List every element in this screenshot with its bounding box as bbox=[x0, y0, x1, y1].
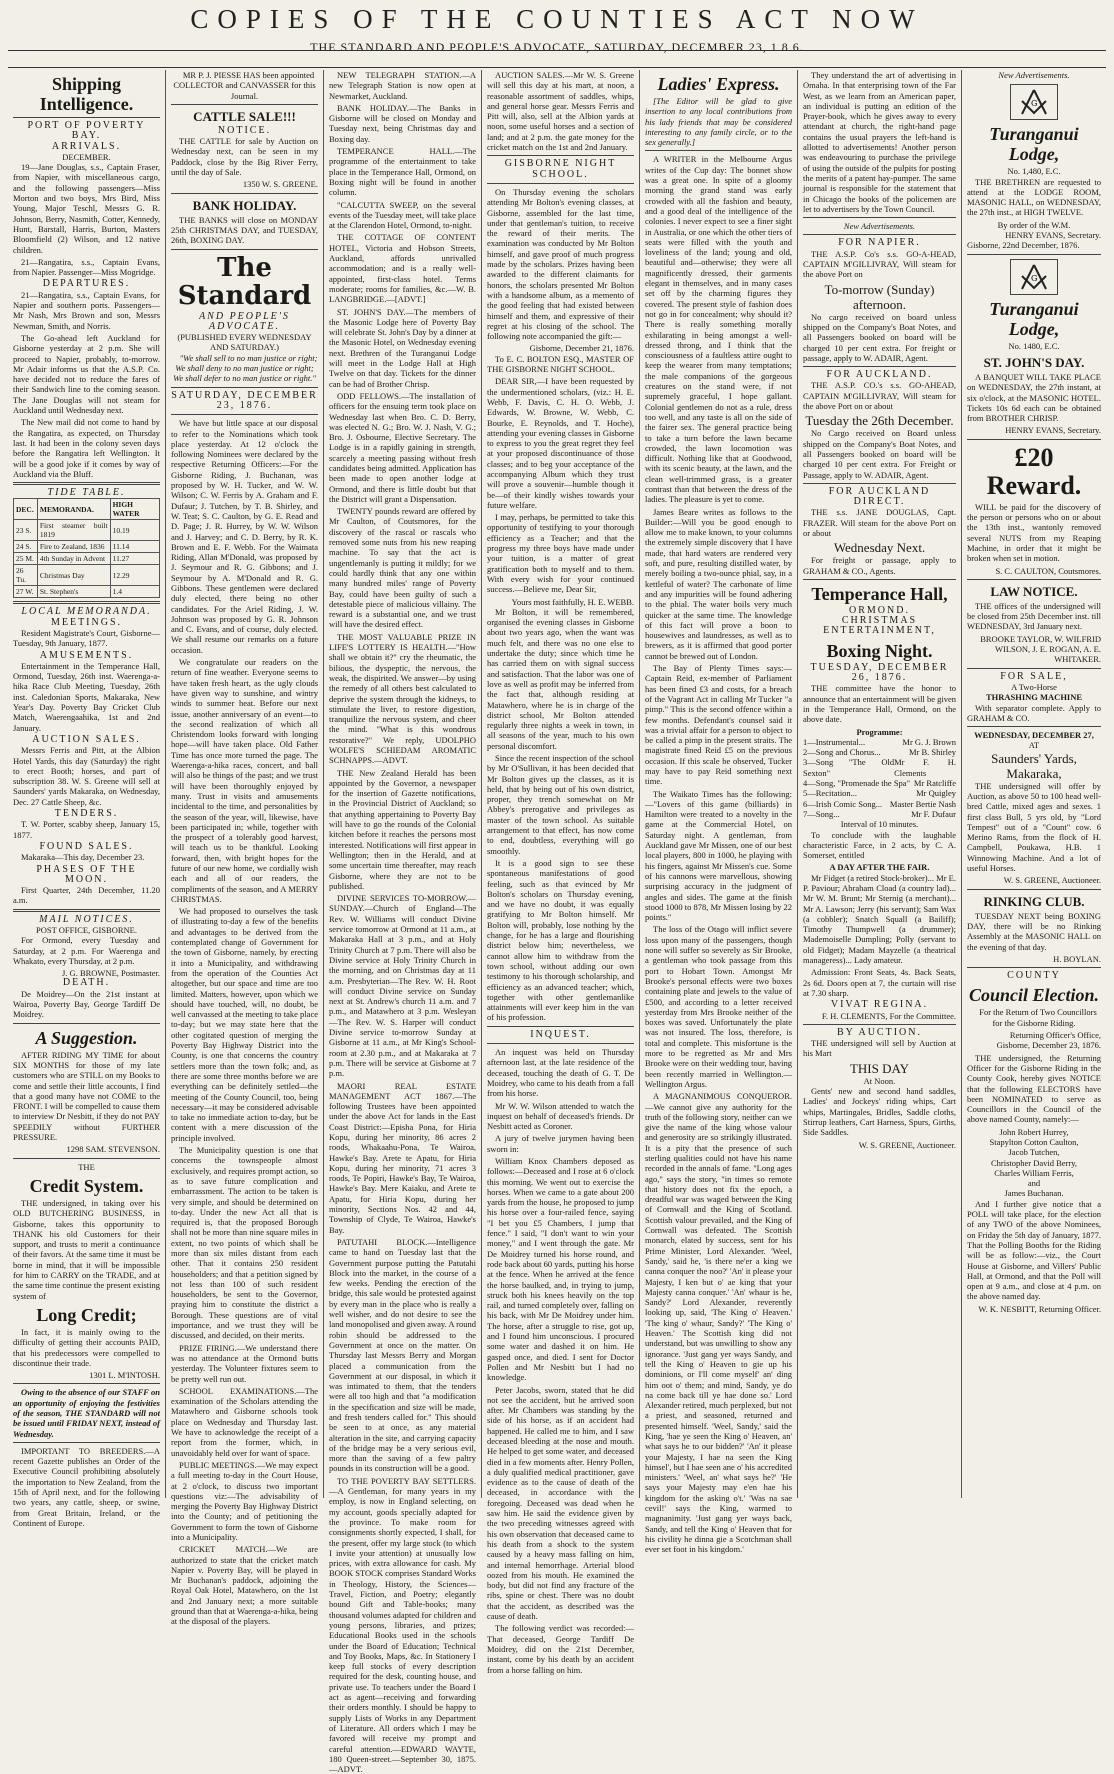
news-item: THE New Zealand Herald has been appointed by the Governor, a newspaper for the insertion of Gazette notifications, in the Provincial District of Auckland; so that anything appertaining to Poverty Bay will have to go the rounds of the Colonial kitchen before it reaches the persons most interested. Notifications will first appear in Wellington; then in the Herald, and at some uncertain time thereafter, may reach Gisborne, where they are not to be published. bbox=[329, 767, 476, 891]
shipping-heading: Shipping Intelligence. bbox=[39, 74, 134, 114]
paper-subtitle: AND PEOPLE'S ADVOCATE. bbox=[199, 310, 290, 332]
tenders-heading: TENDERS. bbox=[54, 808, 119, 820]
council-office: Returning Officer's Office, Gisborne, December 23, 1876. bbox=[996, 1030, 1101, 1051]
council-text-2: THE undersigned, the Returning Officer for the Gisborne Riding in the County Cook, hereby gives NOTICE that the following ELECTORS have been NOMINATED to serve as Councillors in the Council of the above named County, namely:— bbox=[967, 1052, 1101, 1125]
programme-heading: Programme: bbox=[856, 726, 903, 737]
ad-napier-text: THE A.S.P. Co's s.s. GO-A-HEAD, CAPTAIN M'GILLIVRAY, Will steam for the above Port on bbox=[803, 248, 956, 280]
news-item: They understand the art of advertising in Omaha. In that enterprising town of the Far West, as we learn from an American paper, an individual is putting an edition of the Prayer-book, which he gives away to every attendant at church, the right-hand page contains the usual prayers the left-hand is allotted to advertisements! Another person was endeavouring to purchase the privilege of using the outside of the pulpits for posting the merits of a patent hay-pumper. The same journal is responsible for the statement that in Chicago the books of the policemen are let to advertisers by the Town Council. bbox=[803, 70, 956, 214]
lodge-heading-2: Turanganui Lodge, bbox=[989, 298, 1079, 339]
county-heading: COUNTY bbox=[1007, 970, 1061, 982]
column-6 bbox=[798, 70, 962, 1498]
postmaster-sign: J. G. BROWNE, Postmaster. bbox=[62, 968, 160, 979]
thrasher-text: With separator complete. Apply to GRAHAM & CO. bbox=[967, 702, 1101, 723]
paper-motto: "We shall sell to no man justice or right; We shall deny to no man justice or right; We shall defer to no man justice or right." bbox=[173, 352, 318, 384]
found-sales-text: Makaraka—This day, December 23. bbox=[21, 852, 145, 863]
entertainment-date: TUESDAY, DECEMBER 26, 1876. bbox=[810, 661, 949, 684]
letter-text: I may, perhaps, be permitted to take this opportunity of testifying to your thorough efficiency as a Teacher; and that the progress my three boys have made under your tuition, is a matter of great gratification both to myself and to them. With every wish for your continued success.—Believe me, Dear Sir, bbox=[487, 512, 634, 595]
nominee: and bbox=[1027, 1178, 1041, 1189]
news-item: DIVINE SERVICES TO-MORROW.—SUNDAY.—Church of England—The Rev. W. Williams will conduct Divine service tomorrow at Ormond at 11 a.m., at Makaraka Hall at 3 p.m., and at Holy Trinity Church at 7 p.m. There will also be Divine service at Holy Trinity Church in the morning, and on Christmas day at 11 a.m. Presbyterian—The Rev. W. H. Root will conduct Divine service on Sunday next at St. Andrew's church 11 a.m. and 7 p.m., and Matawhero at 3 p.m. Wesleyan—The Rev. W. S. Harper will conduct Divine service to-morrow Sunday at Gisborne at 11 a.m., at Mr King's School-room at 2.30 p.m., and at Makaraka at 7 p.m. There will be service at Gisborne at 7 p.m. bbox=[329, 893, 476, 1079]
nominee: Christopher David Berry, bbox=[990, 1157, 1078, 1168]
reward-sign: S. C. CAULTON, Coutsmores. bbox=[995, 565, 1101, 576]
lodge-number: No. 1,480, E.C. bbox=[1007, 166, 1061, 177]
column-4 bbox=[482, 70, 640, 1675]
ladies-item: The Bay of Plenty Times says:—Captain Reid, ex-member of Parliament has been fined £3 and costs, for a breach of the Vagrant Act in calling Mr Tucker "a pimp." This is the second offence within a few months. Defendant's counsel said it was a trivial affair for a person to object to be called a pimp in the present straits. The magistrate fined Reid £5 on the previous occasion. If this scale be observed, Tucker may have to pay Reid something next time. bbox=[645, 663, 792, 787]
tide-row: 23 S. First steamer built 1819 10.19 bbox=[14, 520, 160, 541]
letter-text: DEAR SIR,—I have been requested by the undermentioned scholars, (viz.: H. E. Webb, F. Davis, C. H. O. Webb, J. Edwards, W. Browne, W. Webb, C. Bourke, E. Reynolds, and T. Hoche), attending your evening classes in Gisborne to express to you the great regret they feel at your proposed discontinuance of those classes; and to beg your acceptance of the accompanying Album which they trust will prove a souvenir—humble though it be—of their kindly wishes towards your future welfare. bbox=[487, 376, 634, 510]
saunders-sign: W. S. GREENE, Auctioneer. bbox=[1003, 875, 1101, 886]
bank-holiday-text: THE BANKS will close on MONDAY 25th CHRISTMAS DAY, and TUESDAY, 26th, BOXING DAY. bbox=[171, 214, 318, 246]
by-auction-items: Gents' new and second hand saddles, Ladies' and Jockeys' riding whips, Cart whips, Martingales, Bridles, Saddle cloths, Stirrup leathers, Cart Harness, Spurs, Girths, Side Saddles. bbox=[803, 1086, 956, 1138]
inquest-text: An inquest was held on Thursday afternoon last, at the late residence of the deceased, touching the death of G. T. De Moidrey, who came to his death from a fall from his horse. bbox=[487, 1047, 634, 1099]
tide-header: DEC. bbox=[14, 499, 38, 520]
programme-item: 1—Instrumental... Mr G. J. Brown bbox=[803, 736, 956, 747]
news-item: AUCTION SALES.—Mr W. S. Greene will sell this day at his mart, at noon, a reasonable assortment of saddles, whips, and general horse gear. Messrs Ferris and Pitt will, also, sell at the Albion yards at noon, some useful horses and a section of land; and at 2 p.m. the gate money for the cricket match on the 1st and 2nd January. bbox=[487, 70, 634, 153]
moon-text: First Quarter, 24th December, 11.20 a.m. bbox=[13, 885, 160, 906]
news-item: TEMPERANCE HALL.—The programme of the entertainment to take place in the Temperance Hall, Ormond, on Boxing night will be found in another column. bbox=[329, 146, 476, 198]
credit-heading: Credit System. bbox=[29, 1175, 144, 1196]
boxing-night-heading: Boxing Night. bbox=[826, 640, 933, 661]
tide-header: MEMORANDA. bbox=[37, 499, 110, 520]
council-election-heading: Council Election. bbox=[968, 985, 1100, 1006]
column-1 bbox=[8, 70, 166, 1528]
letter-date: Gisborne, December 21, 1876. bbox=[529, 343, 634, 354]
long-credit-heading: Long Credit; bbox=[36, 1304, 137, 1325]
inquest-text: William Knox Chambers deposed as follows:—Deceased and I rose at 6 o'clock this morning. We went out to exercise the horses. When we came to a gate about 200 yards from the house, he proposed to jump his horse over a four-railed fence, saying "I bet you £5 Chambers, I jump that fence." I said, "I don't want to win your money," and I went through the gate. Mr De Moidrey turned his horse round, and rode back about 60 yards, putting his horse at the fence. When he arrived at the fence the horse baulked, and, in trying to jump, struck both his knees heavily on the top rail, and turned completely over, falling on his back, with Mr De Moidrey under him. The horse, after a struggle to rise, got up, and I found him unconscious. I procured some water and dashed it on him. He gasped once, and died. I sent for Doctor Pollen and Mr Nesbitt but I had no knowledge. bbox=[487, 1155, 634, 1383]
programme-item: 2—Song and Chorus... Mr B. Shirley bbox=[803, 747, 956, 758]
svg-text:G: G bbox=[1031, 99, 1038, 109]
death-heading: DEATH. bbox=[62, 977, 111, 989]
ladies-item: The Waikato Times has the following:—"Lovers of this game (billiards) in Hamilton were treated to a novelty in the game at the Commercial Hotel, on Saturday night. A gentleman, from Auckland gave Mr Missen, one of our best local players, 800 in 1000, he playing with his fingers, against Mr Missen's cue. Some of his cannons were marvellous, showing surprising accuracy in the judgment of angles and sides. The game at the finish stood 1000 to 878, Mr Missen losing by 22 points." bbox=[645, 788, 792, 923]
meetings-heading: MEETINGS. bbox=[50, 616, 123, 628]
bank-holiday-heading: BANK HOLIDAY. bbox=[192, 197, 297, 213]
entertainment-heading: CHRISTMAS ENTERTAINMENT, bbox=[823, 615, 936, 637]
suggestion-text: AFTER RIDING MY TIME for about SIX MONTHS for those of my late customers who are STILL on my Books to come and settle their little accounts, I find that a good many have not COME to the FRONT. I will be compelled to cause them to interview Dr Nesbitt, if they do not PAY SPEEDILY without FURTHER PRESSURE. bbox=[13, 1049, 160, 1143]
saunders-heading: Saunders' Yards, Makaraka, bbox=[991, 750, 1077, 781]
port-heading: PORT OF POVERTY BAY. bbox=[27, 120, 146, 142]
inquest-text: The following verdict was recorded:—That deceased, George Tardiff De Moidrey, did on the 21st December, instant, come by his death by an accident from a horse falling on him. bbox=[487, 1623, 634, 1675]
ad-auckland-direct-text-2: For freight or passage, apply to GRAHAM & CO., Agents. bbox=[803, 555, 956, 576]
credit-text-2: In fact, it is mainly owing to the difficulty of getting their accounts PAID, that his predecessors were compelled to discontinue their trade. bbox=[13, 1326, 160, 1368]
programme-item: 6—Irish Comic Song... Master Bertie Nash bbox=[803, 798, 956, 809]
found-sales-heading: FOUND SALES. bbox=[39, 840, 134, 852]
news-item: SCHOOL EXAMINATIONS.—The examination of the Scholars attending the Matawhero and Gisborne schools took place on Wednesday and Thursday last. We have to acknowledge the receipt of a report from the former, which, in unavoidably held over for want of space. bbox=[171, 1385, 318, 1458]
column-7 bbox=[962, 70, 1106, 1498]
lodge-secretary-2: HENRY EVANS, Secretary. bbox=[1005, 425, 1101, 436]
programme-item: 4—Song, "Promenade the Spa" Mr Ratcliffe bbox=[803, 778, 956, 789]
vivat-regina: VIVAT REGINA. bbox=[830, 999, 929, 1011]
notice-heading: NOTICE. bbox=[217, 124, 272, 136]
ad-napier-heading: FOR NAPIER. bbox=[838, 237, 921, 249]
nominee: John Robert Hurrey, bbox=[999, 1126, 1069, 1137]
news-item: TWENTY pounds reward are offered by Mr Caulton, of Coutsmores, for the discovery of the rascal or rascals who removed some nuts from his new reaping machine. To say that the act is ungentlemanly is putting it mildly; for we could hardly think that any one within many hundred miles' range of Poverty Bay, could have been guilty of such a detestable piece of malicious villainy. The reward is a substantial one, and we trust will have the desired effect. bbox=[329, 506, 476, 630]
tide-row: 27 W. St. Stephen's 1.4 bbox=[14, 586, 160, 598]
ad-auckland-direct-text: THE s.s. JANE DOUGLAS, Capt. FRAZER. Will steam for the above Port on or about bbox=[803, 507, 956, 538]
masthead-subtitle: THE STANDARD AND PEOPLE'S ADVOCATE, SATURDAY, DECEMBER 23, 1 8 6. bbox=[310, 40, 804, 54]
masthead-title: COPIES OF THE COUNTIES ACT NOW bbox=[190, 4, 924, 34]
news-item: BANK HOLIDAY.—The Banks in Gisborne will be closed on Monday and Tuesday next, being Christmas day and Boxing day. bbox=[329, 102, 476, 144]
mail-notices-heading: MAIL NOTICES. bbox=[39, 913, 134, 925]
programme-item: 7—Song... Mr F. Dufaur bbox=[803, 808, 956, 819]
nominee: James Buchanan. bbox=[1004, 1188, 1064, 1199]
thrasher-sub: A Two-Horse bbox=[1011, 681, 1057, 692]
law-notice-names: BROOKE TAYLOR, W. WILFRID WILSON, J. E. ROGAN, A. E. WHITAKER. bbox=[980, 633, 1101, 665]
ladies-item: The loss of the Otago will inflict severe loss upon many of the passengers, though none will suffer so severely as Sir Brooke, a gentleman who took passage from this port to Hobart Town. Amongst Mr Brooke's personal effects were two boxes containing plate and jewels to the value of £500, and according to a letter received yesterday from Mrs Brooke neither of the boxes was saved. Unfortunately the plate was not insured. The loss, therefore, is total and complete. This misfortune is the more to be regretted as Mr and Mrs Brooke were on their wedding tour, having been recently married in Wellington.—Wellington Argus. bbox=[645, 924, 792, 1089]
law-notice-heading: LAW NOTICE. bbox=[990, 583, 1078, 599]
tide-header: HIGH WATER bbox=[110, 499, 159, 520]
piesse-notice: MR P. J. PIESSE HAS been appointed COLLECTOR and CANVASSER for this Journal. bbox=[173, 70, 316, 101]
credit-sign: 1301 L. M'INTOSH. bbox=[89, 1370, 160, 1381]
tide-row: 26 Tu. Christmas Day 12.29 bbox=[14, 565, 160, 586]
night-school-text: It is a good sign to see these spontaneous manifestations of good feeling, such as that evinced by Mr Bolton's scholars on Thursday evening, and we have no doubt, it was equally gratifying to Mr Bolton himself. Mr Bolton will, probably, lose nothing by the change, for he has a large and flourishing district below him; nevertheless, we cannot allow him to withdraw from the town school, without adding our own testimony to his thorough scholarship, and efficiency as an advanced teacher; which, together with other gentlemanlike attainments will ever keep him in the van of his profession. bbox=[487, 857, 634, 1023]
rinking-text: TUESDAY NEXT being BOXING DAY, there will be no Rinking Assembly at the MASONIC HALL on the evening of that day. bbox=[967, 910, 1101, 952]
entertainment-text: THE committee have the honor to announce that an entertainment will be given in the Temperance Hall, Ormond, on the above date. bbox=[803, 683, 956, 725]
by-auction-time: At Noon. bbox=[863, 1075, 896, 1086]
departure-entry: 21—Rangatira, s.s., Captain Evans, for Napier and southern ports. Passengers—Mr Nash, Mrs Brown and son, Messrs Newman, Smith, and Norris. bbox=[13, 289, 160, 331]
masonic-emblem-icon bbox=[1010, 84, 1058, 120]
saunders-at: AT bbox=[1028, 740, 1040, 751]
by-auction-day: THIS DAY bbox=[849, 1060, 910, 1076]
saunders-date: WEDNESDAY, DECEMBER 27, bbox=[974, 730, 1094, 741]
by-auction-heading: BY AUCTION. bbox=[837, 1026, 922, 1038]
letter-address: To E. C. BOLTON ESQ., MASTER OF THE GISBORNE NIGHT SCHOOL. bbox=[487, 353, 634, 375]
lodge-number-2: No. 1480, E.C. bbox=[1008, 340, 1060, 351]
inquest-text: Peter Jacobs, sworn, stated that he did not see the accident, but he arrived soon after. Mr Chambers was standing by the side of his horse, as if an accident had happened. He called me to him, and I saw deceased bleeding at the nose and mouth. He helped to get some water, and deceased died in a few moments after. Henry Pollen, a duly qualified medical practitioner, gave evidence as to the cause of death of the deceased, in accordance with the foregoing. Deceased was dead when he saw him. He said the evidence given by the two preceding witnesses agreed with his own observation that deceased came to his death from a shock to the system caused by a heavy mass falling on him, and internal hemorrhage. Arterial blood oozed from his mouth. He examined the body, but did not find any fracture of the ribs, spine or chest. There was no doubt that the accident, as described was the cause of death. bbox=[487, 1384, 634, 1622]
shipping-note: The Go-ahead left Auckland for Gisborne yesterday at 2 p.m. She will proceed to Napier, probably, to-morrow. Mr Adair informs us that the A.S.P. Co. have decided not to reduce the fares of their Sandwich line to the coming season. The Jane Douglas will not steam for Auckland until Wednesday next. bbox=[13, 332, 160, 416]
post-office-heading: POST OFFICE, GISBORNE. bbox=[36, 925, 137, 935]
ad-auckland-direct-when: Wednesday Next. bbox=[833, 540, 926, 556]
local-memoranda-heading: LOCAL MEMORANDA. bbox=[21, 606, 152, 618]
law-notice-text: THE offices of the undersigned will be closed from 25th December inst. till WEDNESDAY, 3rd January next. bbox=[967, 600, 1101, 632]
news-item: CRICKET MATCH.—We are authorized to state that the cricket match Napier v. Poverty Bay, will be played in Mr Buchanan's paddock, adjoining the Royal Oak Hotel, Matawhero, on the 1st and 2nd January next; a more suitable ground than that at Waerenga-a-hika, being at the disposal of the players. bbox=[171, 1544, 318, 1627]
news-item: PRIZE FIRING.—We understand there was no attendance at the Ormond butts yesterday. The Volunteer fixtures seem to be pretty well run out. bbox=[171, 1342, 318, 1384]
reward-heading: £20 Reward. bbox=[986, 442, 1082, 500]
lodge-date: Gisborne, 22nd December, 1876. bbox=[967, 240, 1080, 251]
amusements-text: Entertainment in the Temperance Hall, Ormond, Tuesday, 26th inst. Waerenga-a-hika Race Club Meeting, Tuesday, 26th inst. Caledonian Sports, Makaraka, New Year's Day. Poverty Bay Cricket Club Match, Waerengaahika, 1st and 2nd January. bbox=[13, 660, 160, 733]
column-5 bbox=[640, 70, 798, 1555]
paper-nameplate: The Standard bbox=[177, 252, 312, 311]
ladies-item: A WRITER in the Melbourne Argus writes of the Cup day: The bonnet show was a great one. In spite of a gloomy morning the grand stand was early crowded with all the fashion and beauty, and a good deal of the intelligence of the colonies. I never expect to see a finer sight in Australia, or one which the other tiers of seats were filled with the youth and loveliness of the land; young and old, beautiful and—otherwise; they were all magnificently dressed, their garments elegant in themselves, and in many cases set off by the charming figures they covered. The present style of fashion does not go in for concealment; why should it? There is really something morally exhilarating in being amongst a well-dressed throng, and I think that the consciousness of a faultless attire ought to keep the wearer from many temptations; the male companions of the gorgeous creatures on the stand were, if not supremely graceful, I hope gallant. Colonial gentlemen do not as a rule, dress too well, and any taste is all on the side of the fairer sex. The general practice being to take a turn before the lawn became crowded, the lawn locomotion was difficult. Nothing like that at Goodwood, with its scenic beauty, at the lawn, and the clean well-trimmed grass, is a greater contrast than that between the dress of the ladies. The pleasure is yet to come. bbox=[645, 154, 792, 505]
ad-napier-text-2: No cargo received on board unless shipped on the Company's Boat Notes, and all Passengers booked on board will be charged 10 per cent extra. For freight or passage, apply to W. ADAIR, Agent. bbox=[803, 311, 956, 363]
saunders-text: THE undersigned will offer by Auction, as above 50 to 100 head well-bred Cattle, mixed ages and sexes. 1 first class Bull, 5 yrs old, by "Lord Tempest" out of a "Count" cow. 6 Merino Rams, from the flock of H. Campbell, Poukawa, H.B. 1 Winnowing Machine. And a lot of useful Horses. bbox=[967, 780, 1101, 874]
by-auction-text: THE undersigned will sell by Auction at his Mart bbox=[803, 1038, 956, 1059]
cattle-sale-heading: CATTLE SALE!!! bbox=[193, 108, 296, 124]
temperance-hall-heading: Temperance Hall, bbox=[811, 583, 948, 604]
column-3 bbox=[324, 70, 482, 1774]
council-text: For the Return of Two Councillors for the Gisborne Riding. bbox=[979, 1007, 1097, 1028]
credit-the: THE bbox=[78, 1161, 95, 1172]
news-item: NEW TELEGRAPH STATION.—A new Telegraph Station is now open at Newmarket, Auckland. bbox=[329, 70, 476, 101]
editorial-date: SATURDAY, DECEMBER 23, 1876. bbox=[171, 389, 318, 411]
breeders-notice: IMPORTANT TO BREEDERS.—A recent Gazette publishes an Order of the Executive Council prohibiting absolutely the importation to New Zealand, from the 15th of April next, and for the following two years, any cattle, sheep, or swine, from Great Britain, Ireland, or the Continent of Europe. bbox=[13, 1445, 160, 1528]
night-school-text: On Thursday evening the scholars attending Mr Bolton's evening classes, at Gisborne, assembled for the last time, under that gentleman's tuition, to receive the reward of their merits. The examination was conducted by Mr Bolton himself, and gave proof of much progress made by the scholars. Prizes having been awarded to the different claimants for honors, the scholars presented Mr Bolton with a handsome album, as a memento of the good feeling that had existed between himself and them, and expressive of their regret at his closing of the school. The following note accompanied the gift:— bbox=[487, 186, 634, 342]
death-text: De Moidrey—On the 21st instant at Wairoa, Poverty Bay, George Tardiff De Moidrey. bbox=[13, 988, 160, 1020]
arrivals-month: DECEMBER. bbox=[62, 151, 111, 162]
new-advertisements-heading: New Advertisements. bbox=[843, 221, 916, 232]
news-item: THE MOST VALUABLE PRIZE IN LIFE'S LOTTERY IS HEALTH.—"How shall we obtain it?" cry the rheumatic, the bilious, the dyspeptic, the nervous, the weak, the dispirited. We answer—by using the remedy of all others best calculated to deprive the system through the kidneys, to stimulate the liver, to restore digestion, tranquilize the nervous system, and cheer the mind. "What is this wondrous restorative?" We reply, UDOLPHO WOLFE'S SCHIEDAM AROMATIC SCHNAPPS.—ADVT. bbox=[329, 631, 476, 766]
inquest-text: A jury of twelve jurymen having been sworn in: bbox=[487, 1133, 634, 1154]
programme-item: 3—Song "The Old Sexton" Mr F. H. Clements bbox=[803, 757, 956, 778]
lodge-secretary: HENRY EVANS, Secretary. bbox=[1005, 230, 1101, 241]
for-sale-heading: FOR SALE, bbox=[1000, 670, 1068, 682]
rinking-heading: RINKING CLUB. bbox=[983, 893, 1085, 909]
cattle-sale-text: THE CATTLE for sale by Auction on Wednesday next, can be seen in my Paddock, close by the Big River Ferry, until the day of Sale. bbox=[171, 136, 318, 178]
ladies-editor-note: [The Editor will be glad to give insertion to any local contributions from his lady friends that may be considered interesting to any family circle, or to the sex generally.] bbox=[645, 96, 792, 148]
returning-officer-sign: W. K. NESBITT, Returning Officer. bbox=[978, 1303, 1101, 1314]
auction-sales-heading: AUCTION SALES. bbox=[32, 733, 141, 745]
farce-title: A DAY AFTER THE FAIR. bbox=[829, 862, 930, 873]
news-item: PUBLIC MEETINGS.—We may expect a full meeting to-day in the Court House, at 2 o'clock, to discuss two important questions viz:—The advisability of merging the Poverty Bay Highway District into the County; and of petitioning the Government to form the town of Gisborne into a Municipality. bbox=[171, 1459, 318, 1542]
columns bbox=[8, 70, 1106, 1774]
editorial-paragraph: The Municipality question is one that concerns the townspeople almost exclusively, and requires prompt action, so as to save future complication and embarrassment. The action to be taken is very simple, and should be determined on to-day. Under the new Act all that is required is, that the proposed Borough shall not be more than nine square miles in extent, no two points of which shall be more than six miles distant from each other. That it contains 250 resident householders; and that a petition signed by not less than 100 of such resident householders, be sent to the Governor, praying him to constitute the district a Borough. These questions are of vital importance, and we trust they will be discussed, and decided, on their merits. bbox=[171, 1145, 318, 1341]
st-johns-day-text: A BANQUET WILL TAKE PLACE on WEDNESDAY, the 27th instant, at six o'clock, at the MASONIC HOTEL. Tickets 10s 6d each can be obtained from BROTHER CHRISP. bbox=[967, 371, 1101, 424]
ad-auckland-direct-heading: FOR AUCKLAND DIRECT. bbox=[828, 485, 931, 508]
news-item: "CALCUTTA SWEEP, on the several events of the Tuesday meet, will take place at the Clarendon Hotel, Ormond, to-night. bbox=[329, 199, 476, 231]
ladies-express-heading: Ladies' Express. bbox=[657, 74, 780, 94]
ad-auckland-text-2: No Cargo received on Board unless shipped on the Company's Boat Notes, and all Passengers booked on board will be charged 10 per cent extra. For Freight or Passage, apply to W. ADAIR, Agent. bbox=[803, 428, 956, 480]
editorial-paragraph: We had proposed to ourselves the task of illustrating to-day a few of the benefits and advantages to be derived from the contemplated change of Government for the town of Gisborne, namely, by erecting it into a Municipality, and withdrawing from the operation of the Counties Act altogether, but our space and time are too limited. Matters, however, upon which we should have touched, will, no doubt, be well canvassed at the meeting to take place to-day; but we may state here that the other cogitated question of merging the Poverty Bay Highway District into the County, is one that concerns the country settlers more than the town folk; and, as there are some three months before we are everything can be definitely settled—the meeting of the County Council, too, being necessary—it may be considered advisable to take no immediate action to-day, but be content with a mere discussion of the principle involved. bbox=[171, 906, 318, 1143]
inquest-text: Mr W. W. Wilson attended to watch the inquest on behalf of deceased's friends. Dr Nesbitt acted as Coroner. bbox=[487, 1100, 634, 1132]
mail-text: For Ormond, every Tuesday and Saturday, at 2 p.m. For Waerenga and Whakato, every Thursday, at 2 p.m. bbox=[13, 935, 160, 966]
masthead-rule-top bbox=[8, 50, 1106, 51]
temperance-hall-place: ORMOND. bbox=[849, 604, 910, 616]
st-johns-day-heading: ST. JOHN'S DAY. bbox=[983, 354, 1085, 370]
news-item: ST. JOHN'S DAY.—The members of the Masonic Lodge here of Poverty Bay will celebrate St. John's Day by a dinner at the Masonic Hotel, on Wednesday evening next. Brethren of the Turanganui Lodge will meet in the Lodge Hall at High Twelve on that day. Tickets for the dinner can be had of Brother Chrisp. bbox=[329, 306, 476, 389]
auction-sales-text: Messrs Ferris and Pitt, at the Albion Hotel Yards, this day (Saturday) the right to erect Booth; horses, and part of subscription 38. W. S. Greene will sell at Saunders' yards Makaraka, on Wednesday, Dec. 27 Cattle Sheep, &c. bbox=[13, 745, 160, 807]
lodge-heading: Turanganui Lodge, bbox=[989, 124, 1079, 165]
news-item: MAORI REAL ESTATE MANAGEMENT ACT 1867.—The following Trustees have been appointed under the above Act for lands in the East Coast District:—Episha Pona, for Hiria Kopu, during her minority, 86 acres 2 roods, Whakaahu-Pona, Te Wairoa, Hawke's Bay. Arete te Apatu, for Hiria Kopu, during her minority, 71 acres 3 roods, Te Popiri, Hawke's Bay, Te Wairoa, Hawke's Bay. Mere Kaiaku, and Arete te Apatu, for Hiria Kopu, during her minority, Sections Nos. 42 and 44, Township of Clyde, Te Wairoa, Hawke's Bay. bbox=[329, 1080, 476, 1235]
news-item: THE COTTAGE OF CONTENT HOTEL, Victoria and Hobson Streets, Auckland, affords unrivalled accommodation; and is a really well-appointed, first-class hotel. Terms moderate; rooms for families, &c.—W. B. LANGBRIDGE.—[ADVT.] bbox=[329, 232, 476, 305]
rinking-sign: H. BOYLAN. bbox=[1053, 953, 1101, 964]
lodge-text: THE BRETHREN are requested to attend at the LODGE ROOM, MASONIC HALL, on WEDNESDAY, the 27th inst., at HIGH TWELVE. bbox=[967, 176, 1101, 218]
tide-table bbox=[13, 498, 160, 598]
new-advertisements-heading: New Advertisements. bbox=[998, 70, 1070, 80]
inquest-heading: INQUEST. bbox=[530, 1028, 591, 1040]
news-item: TO THE POVERTY BAY SETTLERS.—A Gentleman, for many years in my employ, is now in England selecting, on my account, goods specially adapted for the province. To make room for consignments shortly expected, I shall, for the present, offer my large stock (to which I invite your attention) at unusually low prices, with extra allowance for cash. My BOOK STOCK comprises Standard Works in Theology, History, the Sciences—Travel, Fiction, and Poetry; elegantly bound Gift and Table-books; many thousand volumes adapted for children and young persons, libraries, and prizes; Educational Books used in the schools under the Board of Education; Technical and Toy Books, Maps, &c. In Stationery I keep full stocks of every description required for the desk, counting house, and private use. To teachers under the Board I act as agent—receiving and forwarding their orders monthly. I should be happy to supply Lists of Works in any Department of Literature. All orders which I may be favored will receive my prompt and careful attention.—EDWARD WAYTE, 180 Queen-street.—September 30, 1875.—ADVT. bbox=[329, 1475, 476, 1774]
arrival-entry: 21—Rangatira, s.s., Captain Evans, from Napier. Passenger—Miss Mogridge. bbox=[13, 256, 160, 278]
tenders-text: T. W. Porter, scabby sheep, January 15, 1877. bbox=[13, 819, 160, 840]
arrivals-heading: ARRIVALS. bbox=[51, 140, 122, 152]
news-item: PATUTAHI BLOCK.—Intelligence came to hand on Tuesday last that the Government purpose putting the Patutahi Block into the market, in the course of a few weeks. Pending the erection of the bridge, this sale would be protested against by every man in the place who is really a well wisher, and do not desire to see the land monopolised and given away. A round robin should be addressed to the Government at once on the matter. On Thursday last Messrs Berry and Morgan placed a communication from the Government at our disposal, in which it was intimated to them, that the tenders were all too high and that "a modification in the specification and size will be made, and fresh tenders called for." This should be seen to at once, as any material alteration in the site, and carrying capacity of the bridge may be a very serious evil, more than the saving of a few paltry pounds in its construction will be a good. bbox=[329, 1236, 476, 1474]
moon-heading: PHASES OF THE MOON. bbox=[36, 863, 137, 885]
tide-row: 25 M. 4th Sunday in Advent 11.27 bbox=[14, 553, 160, 565]
masthead bbox=[0, 0, 1114, 68]
masthead-rule-bottom bbox=[8, 67, 1106, 68]
nominee: Jacob Tutchen, bbox=[1008, 1147, 1060, 1158]
night-school-heading: GISBORNE NIGHT SCHOOL. bbox=[504, 158, 617, 180]
paper-publication-note: (PUBLISHED EVERY WEDNESDAY AND SATURDAY.) bbox=[177, 332, 312, 353]
lodge-order: By order of the W.M. bbox=[997, 219, 1071, 230]
svg-text:G: G bbox=[1031, 273, 1038, 283]
reward-text: WILL be paid for the discovery of the person or persons who on or about the 13th inst., wantonly removed several NUTS from my Reaping Machine, in order that it might be broken when set in motion. bbox=[967, 501, 1101, 564]
ad-auckland-when: Tuesday the 26th December. bbox=[805, 413, 954, 429]
night-school-text: Mr Bolton, it will be remembered, organised the evening classes in Gisborne about two years ago, when the want was much felt, and there was no one else to undertake the duty; since which time he has carried them on with signal success and satisfaction. That the labor was one of love as well as profit may be inferred from the fact that, although residing at Matawhero, where he is in charge of the district school, Mr Bolton attended regularly three nights a week in town, in all seasons of the year, much to his own personal discomfort. bbox=[487, 606, 634, 751]
farce-cast: Mr Fidget (a retired Stock-broker)... Mr E. P. Paviour; Abraham Cload (a country lad)... Mr W. M. Brunt; Mr Sternig (a merchant)... Mr A. Lawson; Jerry (his servant); Sam Wax (a cobbler); Snatch Squall (a Bailiff); Timothy Thumpwell (a drummer); Mademoiselle Dumpling; Polly (servant to old Fidget); Madam Mayzelle (a theatrical manageress)... Lady amateur. bbox=[803, 872, 956, 966]
meetings-text: Resident Magistrate's Court, Gisborne—Tuesday, 9th January, 1877. bbox=[13, 627, 160, 649]
cattle-sale-sign: 1350 W. S. GREENE. bbox=[242, 179, 318, 190]
suggestion-heading: A Suggestion. bbox=[35, 1027, 138, 1048]
credit-text: THE undersigned, in taking over his OLD BUTCHERING BUSINESS, in Gisborne, takes this opportunity to THANK his old Customers for their support, and trusts to merit a continuance of their favors. At the same time it must be borne in mind, that it will be impossible for him to CARRY on the TRADE, and at the same time continue the present existing system of bbox=[13, 1197, 160, 1301]
news-item: ODD FELLOWS.—The installation of officers for the ensuing term took place on Wednesday last when Bro. C. D. Berry, was elected N. G.; Bro. W. J. Nash, V. G.; Bro. J. Osbourne, Elective Secretary. The Lodge is in a rapidly gaining in strength, scarcely a meeting passing without fresh candidates being admitted. Application has been made to open another lodge at Ormond, and there is little doubt but that the District will grant a Dispensation. bbox=[329, 390, 476, 504]
committee-sign: F. H. CLEMENTS, For the Committee. bbox=[821, 1010, 956, 1021]
ad-auckland-text: THE A.S.P. CO.'s s.s. GO-AHEAD, CAPTAIN M'GILLIVRAY, Will steam for the above Port on or about bbox=[803, 380, 956, 412]
night-school-text: Since the recent inspection of the school by Mr O'Sullivan, it has been decided that Mr Bolton gives up the classes, as it is held, that by being out of his own district, proper, they trench somewhat on Mr Abbey's prerogative and privileges as master of the town school. As suitable arrangement to that effect, has now come to end, doubtless, everything will go smoothly. bbox=[487, 753, 634, 856]
masonic-emblem-icon bbox=[1010, 259, 1058, 295]
ladies-item: A MAGNANIMOUS CONQUEROR.—We cannot give any authority for the truth of the following story, neither can we give the name of the king whose valour and generosity are so strikingly illustrated. It is a pity that the presence of such sterling qualities could not have his name recorded in the annals of fame. "Long ages ago," says the story, "in times so remote that history does not fix the epoch, a dreadful war was waged between the King of Cornwall and the King of Scotland. Scottish valour prevailed, and the King of Cornwall was defeated. The Scottish monarch, elated by success, sent for his Prime Minister, Lord Alexander. 'Weel, Sandy,' said he, 'is there ne'er a king we canna conquer the noo?' 'An' it please your Majesty, I ken but o' ae king that your Majesty canna conquer.' 'An' whaur is he, Sandy?' Lord Alexander, reverently looking up, said, 'The King o' Heaven.' 'The king o' whaur, Sandy?' 'The King o' Heaven.' The Scottish king did not understand, but was unwilling to show any ignorance. 'Just gang yer ways Sandy, and tell the King o' Heaven to gie up his dominions, or I'll come myself' an' ding him oot o' them; and mind, Sandy, ye do na come back till ye hae done so.' Lord Alexander retired, much perplexed, but not a priest, and seasoned, returned and presented himself. 'Weel, Sandy,' said the King, 'hae ye seen the King o' Heaven, an' what says he to our bidden?' 'An' it please your Majesty, I hae na seen the King himsel', but I hae seen ane o' his accredited ministers.' 'Weel, an' what says he?' 'He says your Majesty may e'en hae his kingdom for the asking o't.' 'Was na sae cevil!' says the King, warmed to magnanimity. 'Just gang yer ways back, Sandy, and tell the King o' Heaven that for his civility he dinna gie a Scotchman shall ever set foot in his kingdom.' bbox=[645, 1091, 792, 1555]
shipping-note: The New mail did not come to hand by the Rangatira, as expected, on Thursday last. It had been in the colony seven days before the Rangatira left Wellington. It will be a good joke if it comes by way of Auckland via the Bluff. bbox=[13, 417, 160, 479]
ladies-item: James Beare writes as follows to the Builder:—Will you be good enough to allow me to make known, to your columns the extremely simple discovery that I have made, that hard waters are rendered very soft, and pure, resulting distilled water, by merely boiling a two-ounce phial, say, in a kettleful of water? The carbonate of lime and any impurities will be found adhering to the phial. The water boils very much quicker at the same time. The knowledge of this fact will prove a boon to housewives and laundresses, as well as to brewers, as it is affirmed that good porter cannot be brewed out of London. bbox=[645, 506, 792, 661]
ad-napier-when: To-morrow (Sunday) afternoon. bbox=[824, 281, 935, 312]
by-auction-sign: W. S. GREENE, Auctioneer. bbox=[858, 1139, 956, 1150]
suggestion-sign: 1298 SAM. STEVENSON. bbox=[66, 1144, 160, 1155]
ad-auckland-heading: FOR AUCKLAND. bbox=[826, 369, 933, 381]
editorial-paragraph: We congratulate our readers on the return of fine weather. Everyone seems to have taken fresh heart, as the ugly clouds have given way to sunshine, and wintry winds to summer heat. Before our next issue, another anniversary of an event—to the second realization of which all Christendom looks forward with longing hope—will have taken place. Old Father Time has once more turned the page. The Waerenga-a-hika races, concert, and ball will also be things of the past; and we trust will have been thoroughly enjoyed by many. Trust in visits and amusements incidental to the time, and personalities by the season of the year, will, likewise, have been participated in; while, together with the prospect of a tolerably good harvest, will teach us to be thankful. Looking forward, then, with bright hopes for the future of our new home, we cordially wish each and all of our readers, the compliments of the season, and A MERRY CHRISTMAS. bbox=[171, 657, 318, 904]
tide-row: 24 S. Fire to Zealand, 1836 11.14 bbox=[14, 541, 160, 553]
programme-interval: Interval of 10 minutes. bbox=[840, 819, 919, 830]
arrival-entry: 19—Jane Douglas, s.s., Captain Fraser, from Napier, with miscellaneous cargo, and the following passengers—Miss Morton and two boys, Mrs Bird, Miss Young, Major Teschl, Messrs G. R. Johnson, Berry, Nasmith, Cotter, Kennedy, Hunt, Barstall, Harris, Burton, Masters Bloomfield (2) Wilson, and 12 native children. bbox=[13, 162, 160, 255]
thrasher-heading: THRASHING MACHINE bbox=[985, 692, 1083, 703]
staff-note: Owing to the absence of our STAFF on an opportunity of enjoying the festivities of the season, THE STANDARD will not be issued until FRIDAY NEXT, instead of Wednesday. bbox=[13, 1387, 160, 1439]
farce-text: To conclude with the laughable characteristic Farce, in 2 acts, by C. A. Somerset, entitled bbox=[803, 829, 956, 861]
amusements-heading: AMUSEMENTS. bbox=[39, 649, 134, 661]
council-text-3: And I further give notice that a POLL will take place, for the election of any TWO of the above Nominees, on Friday the 5th day of January, 1877. That the Polling Booths for the Riding will be as follow:—viz., the Court House at Gisborne, and Villers' Public Hall, at Ormond, and that the Poll will open at 9 a.m., and close at 4 p.m. on the above named day. bbox=[967, 1198, 1101, 1302]
tide-table-heading: TIDE TABLE. bbox=[47, 487, 126, 499]
programme-item: 5—Recitation... Mr Quigley bbox=[803, 788, 956, 799]
departures-heading: DEPARTURES. bbox=[42, 278, 131, 290]
admission-text: Admission: Front Seats, 4s. Back Seats, 2s 6d. Doors open at 7, the curtain will rise at 7.30 sharp. bbox=[803, 967, 956, 998]
editorial-paragraph: We have but little space at our disposal to refer to the Nominations which took place yesterday. At 12 o'clock the following Nominees were declared by the respective Returning Officers:—For the Gisborne Riding, J. Buchanan, was proposed by W. H. Tucker, and W. W. Wilson; C. W. Ferris by A. Graham and F. Dufaur; J. Tutchen, by T. B. Shirley, and W. Teat; S. C. Caulton, by G. E. Read and D. Page; J. R. Hurrey, by W. W. Wilson and J. Harvey; and C. D. Berry, by R. K. Brown and E. F. Webb. For the Waimata Riding, Allan M'Donald, was proposed by J. Seymour and R. G. Gibbons; and J. Seymour by A. M'Donald and R. G. Gibbons. These gentlemen were declared duly elected, there being no other candidates. For the Ariel Riding, J. W. Johnson was proposed by G. R. Johnson and C. Evans, and of course, duly elected. We shall resume our remarks on a future occasion. bbox=[171, 418, 318, 655]
nominee: Stapylton Cotton Caulton, bbox=[989, 1137, 1079, 1147]
letter-sign: Yours most faithfully, H. E. WEBB. bbox=[511, 596, 634, 607]
column-2 bbox=[166, 70, 324, 1627]
nominee: Charles William Ferris, bbox=[994, 1167, 1074, 1178]
